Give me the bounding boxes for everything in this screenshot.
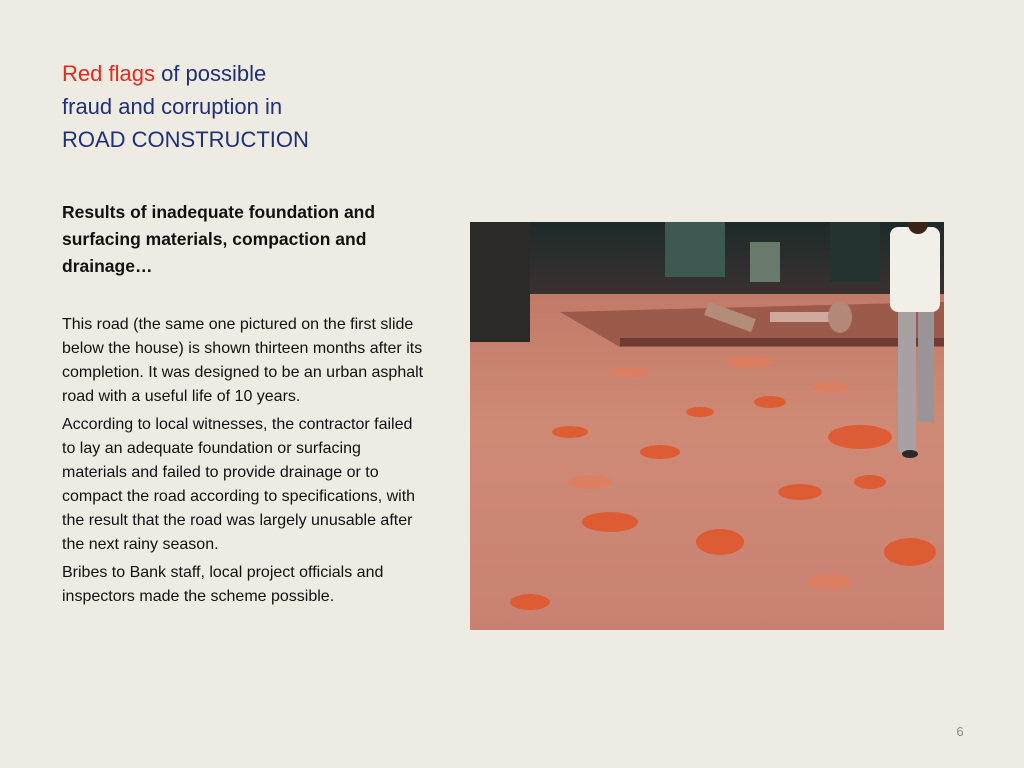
title-highlight: Red flags xyxy=(62,61,155,86)
road-photo xyxy=(470,222,944,630)
subheading: Results of inadequate foundation and surfacing materials, compaction and drainage… xyxy=(62,202,376,276)
road-photo-illustration xyxy=(470,222,944,630)
title-line-1-rest: of possible xyxy=(154,61,267,86)
paragraph-2: According to local witnesses, the contractor failed to lay an adequate foundation or surfacing materials and failed to provide drainage or to compact the road according to specifications, with the result that the road was largely unusable after the next rainy season. xyxy=(62,416,416,553)
title-line-2: fraud and corruption in xyxy=(62,94,283,119)
paragraph-1: This road (the same one pictured on the first slide below the house) is shown thirteen months after its completion. It was designed to be an urban asphalt road with a useful life of 10 years. xyxy=(62,316,424,405)
paragraph-3: Bribes to Bank staff, local project officials and inspectors made the scheme possible. xyxy=(62,564,384,605)
title-line-1 xyxy=(62,57,462,90)
slide-title xyxy=(62,57,462,156)
title-line-3: ROAD CONSTRUCTION xyxy=(62,127,309,152)
page-number: 6 xyxy=(956,724,964,739)
body-text xyxy=(62,313,424,613)
